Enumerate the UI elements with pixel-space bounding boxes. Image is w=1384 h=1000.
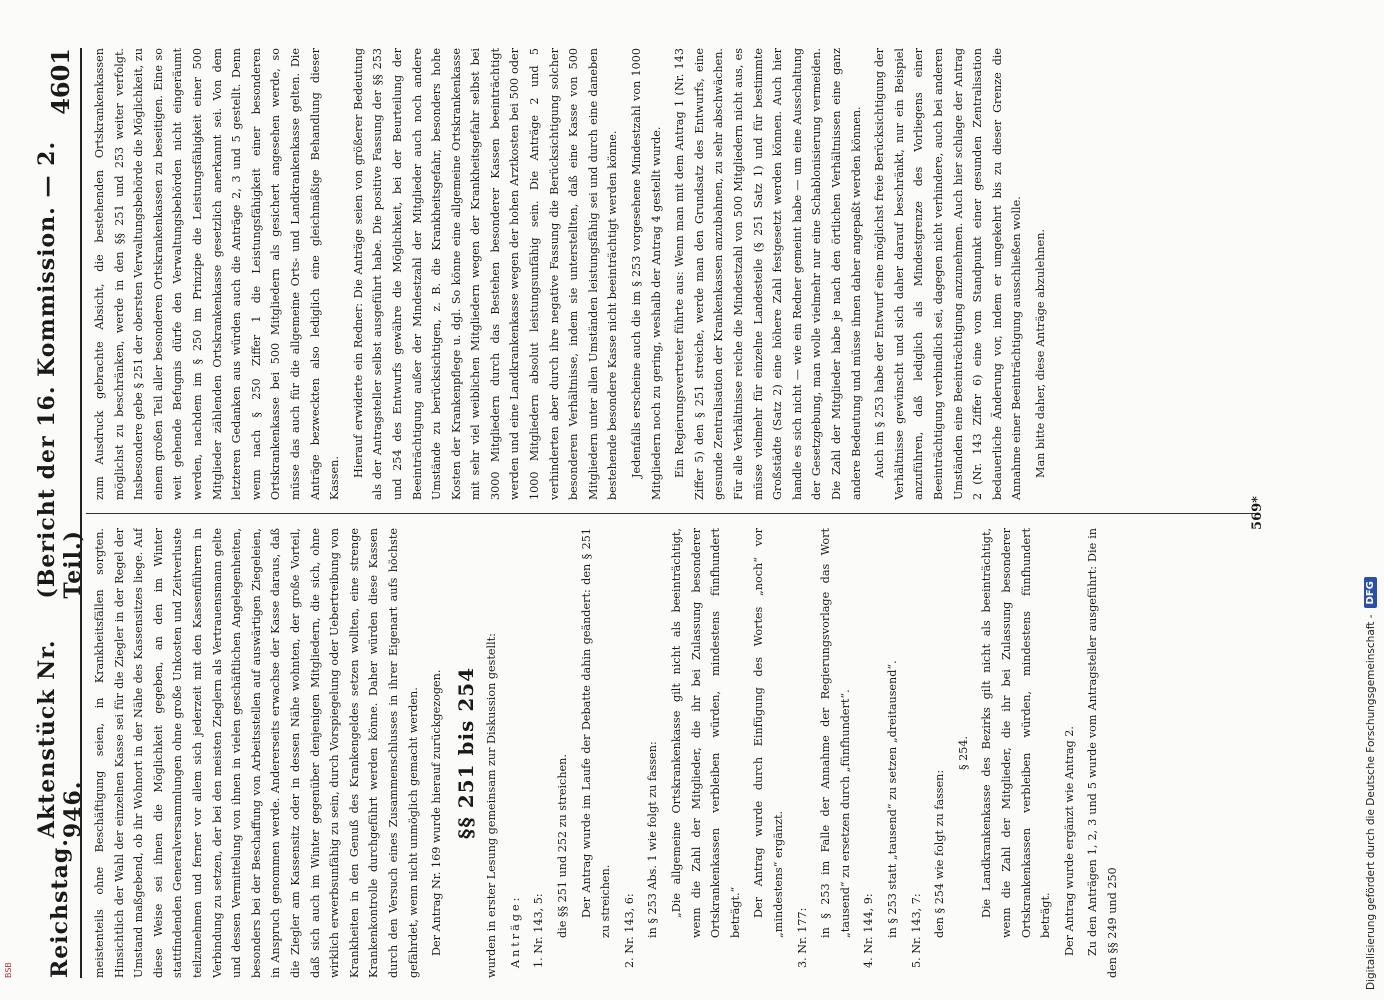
header-aktenstueck: Aktenstück Nr. 946. <box>34 639 86 839</box>
header-bericht: (Bericht der 16. Kommission. — 2. Teil.) <box>34 140 86 599</box>
item-1-body: die §§ 251 und 252 zu streichen. <box>556 754 570 938</box>
item-3-body: in § 253 im Falle der Annahme der Regierungsvorlage das Wort „tausend“ zu ersetzen durch „fünfhundert“. <box>819 528 852 938</box>
right-paragraph-1: zum Ausdruck gebrachte Absicht, die bestehenden Ortskrankenkassen möglichst zu beschränken, werde in den §§ 251 und 253 weiter verfolgt. Insbesondere gebe § 251 der obersten Verwaltungsbehörde die Möglichkeit, zu einem großen Teil aller besonderen Ortskrankenkassen zu beseitigen. Eine so weit gehende Befugnis dürfe den Verwaltungsbehörden nicht eingeräumt werden, nachdem im § 250 im Prinzipe die Leistungsfähigkeit einer 500 Mitglieder zählenden Ortskrankenkasse gesetzlich anerkannt sei. Von dem letzteren Gedanken aus würden auch die Anträge 2, 3 und 5 gestellt. Denn wenn nach § 250 Ziffer 1 die Leistungsfähigkeit einer besonderen Ortskrankenkasse bei 500 Mitgliedern als gesichert angesehen werde, so müsse das auch für die allgemeine Orts- und Landkrankenkasse gelten. Die Anträge bezweckten also lediglich eine gleichmäßige Behandlung dieser Kassen. <box>93 48 342 500</box>
item-5-head: 5. Nr. 143, 7: <box>909 893 923 968</box>
item-4-head: 4. Nr. 144, 9: <box>862 893 876 968</box>
item-1-head: 1. Nr. 143, 5: <box>532 893 546 968</box>
item-5-section: § 254. <box>956 735 970 771</box>
page-header <box>34 48 86 978</box>
right-column <box>90 48 1240 500</box>
item-2-note: Der Antrag wurde durch Einfügung des Wortes „noch“ vor „mindestens“ ergänzt. <box>752 528 785 938</box>
item-2-quote: „Die allgemeine Ortskrankenkasse gilt nicht als beeinträchtigt, wenn die Zahl der Mitglieder, die ihr bei Zulassung besonderer Ortskrankenkassen verbleiben würden, mindestens fünfhundert beträgt.“ <box>670 528 742 938</box>
item-3-head: 3. Nr. 177: <box>795 907 809 968</box>
left-paragraph-2: Der Antrag Nr. 169 wurde hierauf zurückgezogen. <box>430 669 444 956</box>
item-5-quote: Die Landkrankenkasse des Bezirks gilt nicht als beeinträchtigt, wenn die Zahl der Mitglieder, die ihr bei Zulassung besonderer Ortskrankenkassen verbleiben würden, mindestens fünfhundert beträgt. <box>980 528 1053 938</box>
digitization-note <box>1364 577 1377 990</box>
header-reichstag: Reichstag. <box>47 838 73 978</box>
right-paragraph-6: Man bitte daher, diese Anträge abzulehnen. <box>1033 228 1047 478</box>
right-paragraph-3: Jedenfalls erscheine auch die im § 253 vorgesehene Mindestzahl von 1000 Mitgliedern noch zu gering, weshalb der Antrag 4 gestellt wurde. <box>630 48 663 500</box>
right-paragraph-2: Hierauf erwiderte ein Redner: Die Anträge seien von größerer Bedeutung als der Antragsteller selbst ausgeführt habe. Die positive Fassung der §§ 253 und 254 des Entwurfs gewähre die Möglichkeit, bei der Beurteilung der Beeinträchtigung außer der Mindestzahl der Mitglieder auch noch andere Umstände zu berücksichtigen, z. B. die Krankheitsgefahr, besonders hohe Kosten der Krankenpflege u. dgl. So könne eine allgemeine Ortskrankenkasse mit sehr viel weiblichen Mitgliedern wegen der Krankheitsgefahr selbst bei 3000 Mitgliedern durch das Bestehen besonderer Kassen beeinträchtigt werden und eine Landkrankenkasse wegen der hohen Arztkosten bei 500 oder 1000 Mitgliedern absolut leistungsunfähig sein. Die Anträge 2 und 5 verhinderten aber durch ihre negative Fassung die Berücksichtigung solcher besonderen Verhältnisse, indem sie unterstellten, daß eine Kasse von 500 Mitgliedern unter allen Umständen leistungsfähig sei und durch eine daneben bestehende besondere Kasse nicht beeinträchtigt werden könne. <box>351 48 620 500</box>
rotated-page-content <box>34 48 1310 978</box>
left-column <box>90 528 1240 978</box>
left-paragraph-3: wurden in erster Lesung gemeinsam zur Diskussion gestellt: <box>485 633 499 978</box>
page-number: 4601 <box>45 48 75 115</box>
right-paragraph-5: Auch im § 253 habe der Entwurf eine möglichst freie Berücksichtigung der Verhältnisse gewünscht und sich daher darauf beschränkt, nur ein Beispiel anzuführen, daß lediglich als Mindestgrenze des Vorliegens einer Beeinträchtigung verbindlich sei, dagegen nicht verhindere, auch bei anderen Umständen eine Beeinträchtigung anzunehmen. Auch hier schlage der Antrag 2 (Nr. 143 Ziffer 6) eine vom Standpunkt einer gesunden Zentralisation bedauerliche Änderung vor, indem er umgekehrt bis zu dieser Grenze die Annahme einer Beeinträchtigung ausschließen wolle. <box>873 48 1024 500</box>
left-paragraph-1: meistenteils ohne Beschäftigung seien, in Krankheitsfällen sorgten. Hinsichtlich der Wahl der einzelnen Kasse sei für die Ziegler in der Regel der Umstand maßgebend, ob ihr Wohnort in der Nähe des Kassensitzes liege. Auf diese Weise sei ihnen die Möglichkeit gegeben, an den im Winter stattfindenden Generalversammlungen ohne große Unkosten und Zeitverluste teilzunehmen und ferner vor allem sich jederzeit mit den Kassenführern in Verbindung zu setzen, der bei den meisten Zieglern als Vertrauensmann gelte und dessen Vermittelung von ihnen in vielen geschäftlichen Angelegenheiten, besonders bei der Beschaffung von Arbeitsstellen auf auswärtigen Ziegeleien, in Anspruch genommen werde. Andererseits erwachse der Kasse daraus, daß die Ziegler am Kassensitz oder in dessen Nähe wohnten, der große Vorteil, daß sich auch im Winter gegenüber denjenigen Mitgliedern, die sich, ohne wirklich erwerbsunfähig zu sein, durch Vorspiegelung oder Uebertreibung von Krankheiten in den Genuß des Krankengeldes setzen wollten, eine strenge Krankenkontrolle durchgeführt werden könne. Daher würden diese Kassen durch den Versuch eines Zusammenschlusses in ihrer Eigenart aufs höchste gefährdet, wenn nicht unmöglich gemacht werden. <box>93 528 420 978</box>
section-heading: §§ 251 bis 254 <box>453 666 478 840</box>
left-paragraph-5: Zu den Anträgen 1, 2, 3 und 5 wurde vom Antragsteller ausgeführt: Die in den §§ 249 und 250 <box>1086 528 1119 978</box>
item-2-head: 2. Nr. 143, 6: <box>622 893 636 968</box>
item-1-note: Der Antrag wurde im Laufe der Debatte dahin geändert: den § 251 zu streichen. <box>579 528 613 938</box>
item-4-body: in § 253 statt „tausend“ zu setzen „dreitausend“. <box>885 660 899 938</box>
left-paragraph-4: Der Antrag wurde ergänzt wie Antrag 2. <box>1062 726 1076 956</box>
column-divider <box>86 513 1256 514</box>
item-2-body: in § 253 Abs. 1 wie folgt zu fassen: <box>646 741 660 938</box>
item-5-body: den § 254 wie folgt zu fassen: <box>933 769 947 938</box>
right-paragraph-4: Ein Regierungsvertreter führte aus: Wenn man mit dem Antrag 1 (Nr. 143 Ziffer 5) den § 251 streiche, werde man den Grundsatz des Entwurfs, eine gesunde Zentralisation der Krankenkassen anzubahnen, zu sehr abschwächen. Für alle Verhältnisse reiche die Mindestzahl von 500 Mitgliedern nicht aus, es müsse vielmehr für einzelne Landesteile (§ 251 Satz 1) und für bestimmte Großstädte (Satz 2) eine höhere Zahl festgesetzt werden können. Auch hier handle es sich nicht — wie ein Redner gemeint habe — um eine Ausschaltung der Gesetzgebung, man wolle vielmehr nur eine Schablonisierung vermeiden. Die Zahl der Mitglieder habe je nach den örtlichen Verhältnissen eine ganz andere Bedeutung und müsse ihnen daher angepaßt werden können. <box>673 48 863 500</box>
digitization-note-text: Digitalisierung gefördert durch die Deutsche Forschungsgemeinschaft - <box>1364 614 1377 990</box>
library-mark: BSB <box>4 962 13 978</box>
dfg-logo-icon: DFG <box>1364 577 1377 608</box>
signature-mark: 569* <box>1250 496 1265 530</box>
antraege-label: Anträge: <box>508 894 522 968</box>
